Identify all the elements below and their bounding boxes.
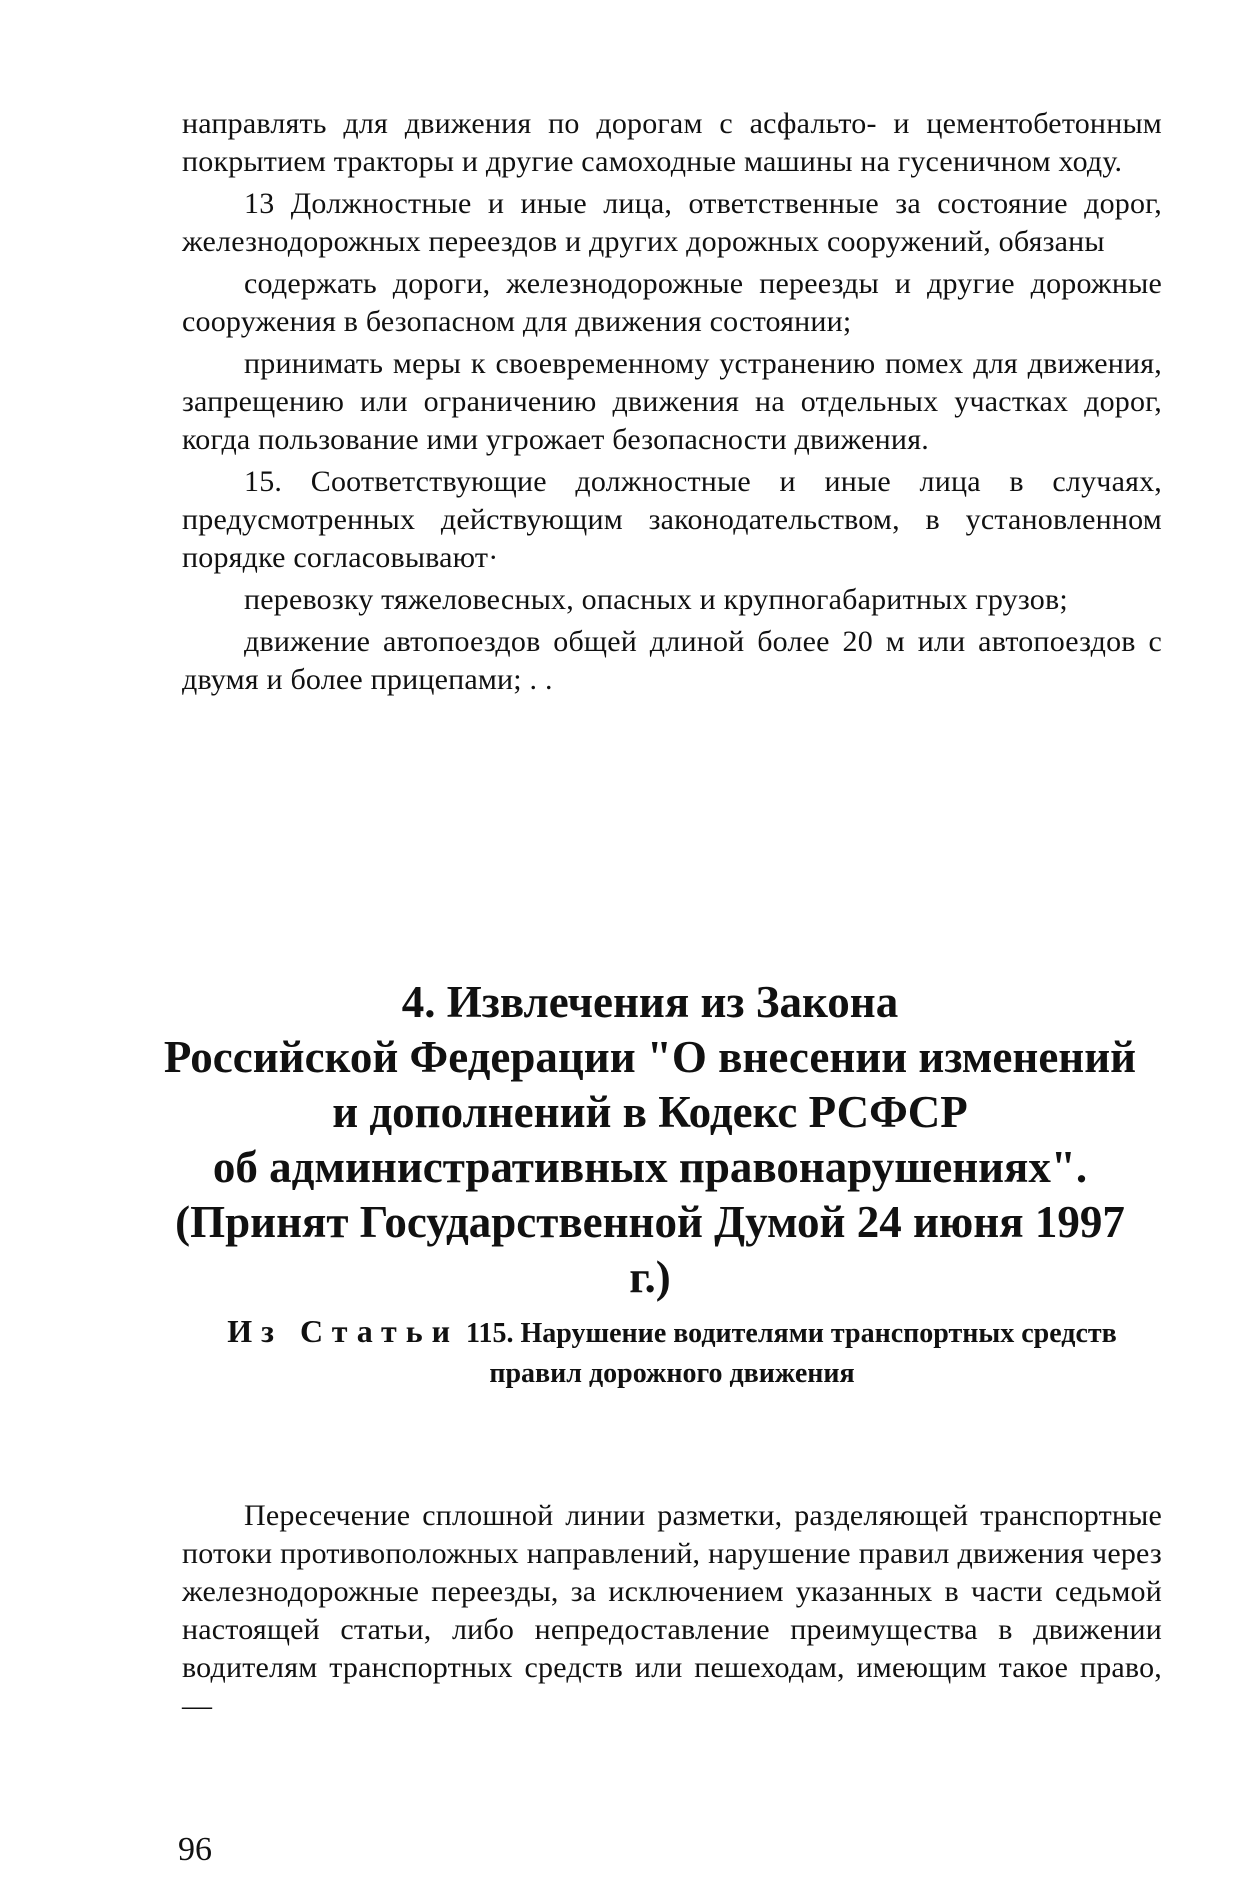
heading-line: Российской Федерации "О внесении изменений xyxy=(163,1032,1137,1082)
paragraph-heavy-cargo: перевозку тяжеловесных, опасных и крупногабаритных грузов; xyxy=(244,583,1068,616)
page-number: 96 xyxy=(178,1831,212,1868)
lower-text-block xyxy=(182,1497,1162,1725)
article-lead: Из Статьи xyxy=(227,1313,460,1349)
heading-line: 4. Извлечения из Закона xyxy=(401,977,899,1027)
paragraph-continuation: направлять для движения по дорогам с асфальто- и цементобетонным покрытием тракторы и другие самоходные машины на гусеничном ходу. xyxy=(182,107,1162,178)
paragraph-road-trains: движение автопоездов общей длиной более 20 м или автопоездов с двумя и более прицепами; . . xyxy=(182,625,1162,696)
paragraph-take-measures: принимать меры к своевременному устранению помех для движения, запрещению или ограничению движения на отдельных участках дорог, когда пользование ими угрожает безопасности движения. xyxy=(182,347,1162,456)
heading-line: об административных правонарушениях". xyxy=(212,1142,1088,1192)
heading-line: (Принят Государственной Думой 24 июня 1997 г.) xyxy=(175,1197,1125,1302)
article-title: 115. Нарушение водителями транспортных средств правил дорожного движения xyxy=(459,1318,1117,1389)
upper-text-block xyxy=(182,105,1162,699)
paragraph-item-13: 13 Должностные и иные лица, ответственные за состояние дорог, железнодорожных переездов и других дорожных сооружений, обязаны xyxy=(182,187,1162,258)
article-subheading xyxy=(182,1311,1162,1394)
heading-line: и дополнений в Кодекс РСФСР xyxy=(332,1087,968,1137)
paragraph-maintain-roads: содержать дороги, железнодорожные переезды и другие дорожные сооружения в безопасном для движения состоянии; xyxy=(182,267,1162,338)
paragraph-item-15: 15. Соответствующие должностные и иные лица в случаях, предусмотренных действующим законодательством, в установленном порядке согласовывают· xyxy=(182,465,1162,574)
section-heading xyxy=(150,975,1150,1305)
paragraph-article-text: Пересечение сплошной линии разметки, разделяющей транспортные потоки противоположных направлений, нарушение правил движения через железнодорожные переезды, за исключением указанных в части седьмой настоящей статьи, либо непредоставление преимущества в движении водителям транспортных средств или пешеходам, имеющим такое право, — xyxy=(182,1499,1162,1722)
